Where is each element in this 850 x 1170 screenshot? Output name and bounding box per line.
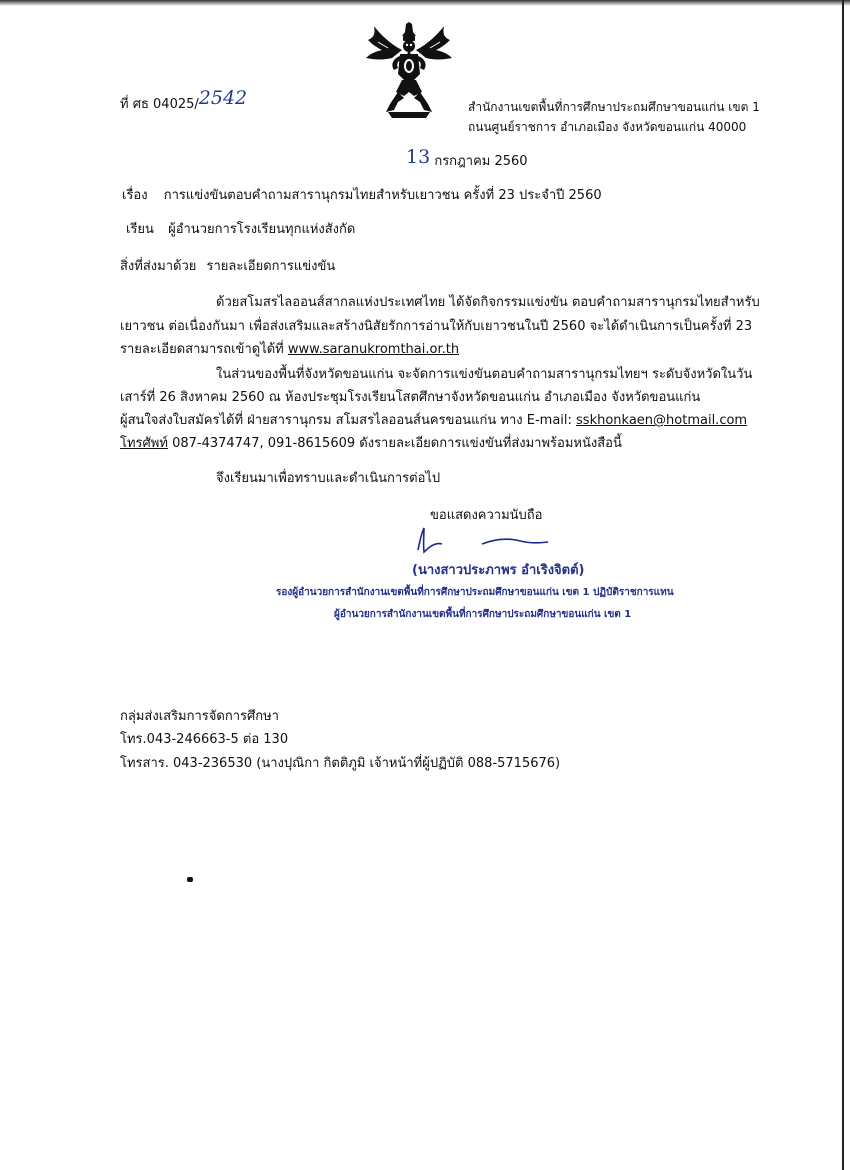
paragraph1-line1: ด้วยสโมสรไลออนส์สากลแห่งประเทศไทย ได้จัดกิจกรรมแข่งขัน ตอบคำถามสารานุกรมไทยสำหรับ [216,295,760,310]
closing-request: จึงเรียนมาเพื่อทราบและดำเนินการต่อไป [216,471,441,486]
office-address-line1: สำนักงานเขตพื้นที่การศึกษาประถมศึกษาขอนแก่น เขต 1 [468,100,760,114]
scan-top-edge [0,0,850,6]
paragraph2-line2: เสาร์ที่ 26 สิงหาคม 2560 ณ ห้องประชุมโรงเรียนโสตศึกษาจังหวัดขอนแก่น อำเภอเมือง จังหวัดขอนแก่น [120,390,701,405]
date-month-year: กรกฎาคม 2560 [434,154,528,169]
reference-number-handwritten: 2542 [198,87,248,109]
signatory-title2: ผู้อำนวยการสำนักงานเขตพื้นที่การศึกษาประถมศึกษาขอนแก่น เขต 1 [334,609,632,620]
date-day-handwritten: 13 [406,146,431,168]
paragraph2-line4 [120,435,622,453]
garuda-emblem-icon [364,22,454,120]
reference-prefix: ที่ ศธ 04025/ [120,97,199,112]
scan-speck [187,877,193,882]
recipient-text: ผู้อำนวยการโรงเรียนทุกแห่งสังกัด [168,222,356,237]
footer-phone: โทร.043-246663-5 ต่อ 130 [120,732,289,747]
closing-phrase: ขอแสดงความนับถือ [430,508,543,523]
paragraph1-line3-text: รายละเอียดสามารถเข้าดูได้ที่ [120,342,284,357]
footer-fax: โทรสาร. 043-236530 (นางปุณิกา กิตติภูมิ เจ้าหน้าที่ผู้ปฏิบัติ 088-5715676) [120,756,561,771]
scan-right-edge [842,0,844,1170]
paragraph1-line2: เยาวชน ต่อเนื่องกันมา เพื่อส่งเสริมและสร้างนิสัยรักการอ่านให้กับเยาวชนในปี 2560 จะได้ดำเนินการเป็นครั้งที่ 23 [120,319,753,334]
website-link[interactable]: www.saranukromthai.or.th [287,342,460,357]
signatory-title1: รองผู้อำนวยการสำนักงานเขตพื้นที่การศึกษาประถมศึกษาขอนแก่น เขต 1 ปฏิบัติราชการแทน [276,587,674,598]
paragraph2-line4-text: 087-4374747, 091-8615609 ดังรายละเอียดการแข่งขันที่ส่งมาพร้อมหนังสือนี้ [172,436,622,451]
phone-label: โทรศัพท์ [120,436,168,451]
signatory-name: (นางสาวประภาพร อำเริงจิตต์) [412,563,585,578]
attachment-line [120,258,335,276]
reference-number [120,87,248,114]
recipient-line [126,221,355,239]
subject-line [122,187,602,205]
subject-text: การแข่งขันตอบคำถามสารานุกรมไทยสำหรับเยาวชน ครั้งที่ 23 ประจำปี 2560 [163,188,602,203]
subject-label: เรื่อง [122,188,148,203]
recipient-label: เรียน [126,222,154,237]
paragraph2-line3-text: ผู้สนใจส่งใบสมัครได้ที่ ฝ่ายสารานุกรม สโมสรไลออนส์นครขอนแก่น ทาง E-mail: [120,413,572,428]
attachment-label: สิ่งที่ส่งมาด้วย [120,259,197,274]
email-link[interactable]: sskhonkaen@hotmail.com [576,413,748,428]
office-address-line2: ถนนศูนย์ราชการ อำเภอเมือง จังหวัดขอนแก่น 40000 [468,120,747,134]
footer-unit: กลุ่มส่งเสริมการจัดการศึกษา [120,709,279,724]
letter-date [406,146,528,171]
paragraph2-line3 [120,412,747,430]
handwritten-signature-icon [412,526,552,558]
paragraph1-line3 [120,341,459,359]
paragraph2-line1: ในส่วนของพื้นที่จังหวัดขอนแก่น จะจัดการแข่งขันตอบคำถามสารานุกรมไทยฯ ระดับจังหวัดในวัน [216,367,753,382]
attachment-text: รายละเอียดการแข่งขัน [206,259,336,274]
